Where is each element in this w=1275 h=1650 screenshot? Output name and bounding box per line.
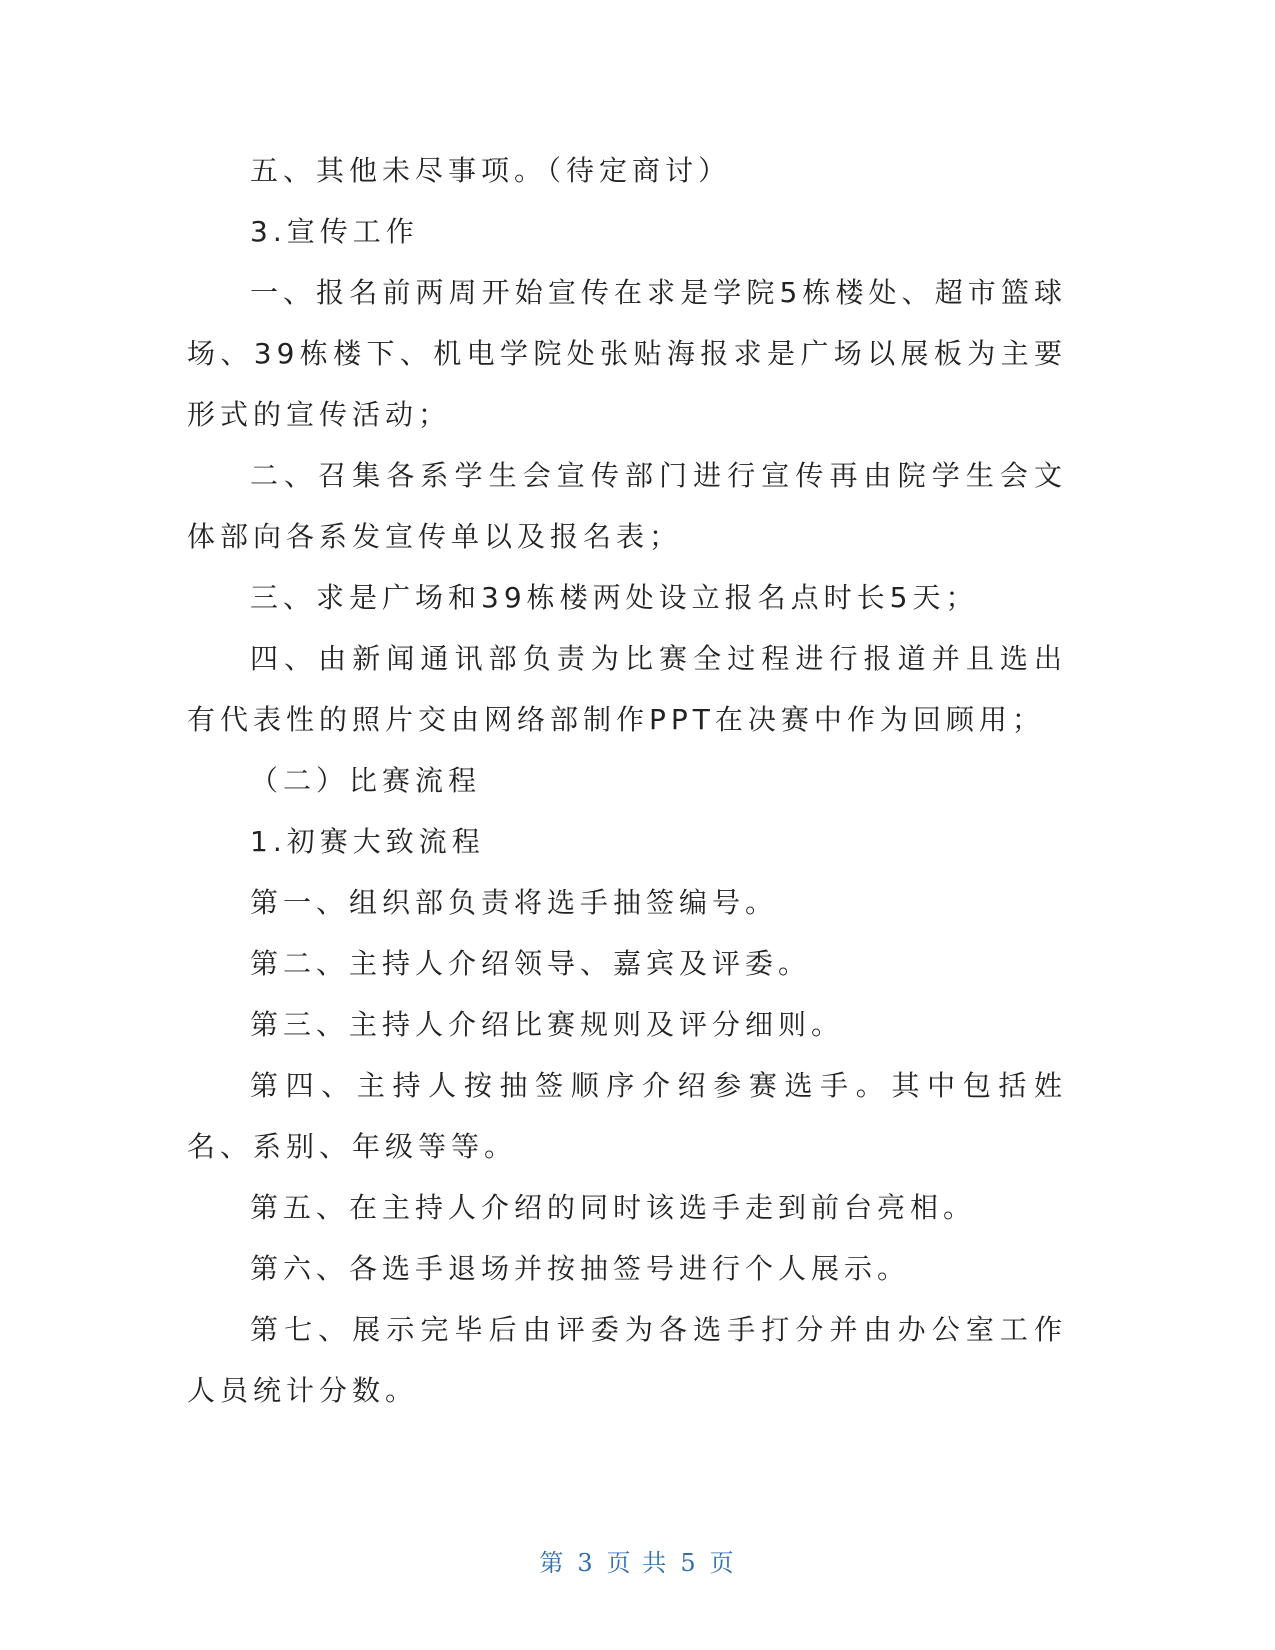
step-seventh: 第七、展示完毕后由评委为各选手打分并由办公室工作人员统计分数。 <box>187 1313 1067 1407</box>
document-body <box>187 140 1067 1421</box>
paragraph-publicity-1: 一、报名前两周开始宣传在求是学院5栋楼处、超市篮球场、39栋楼下、机电学院处张贴海报求是广场以展板为主要形式的宣传活动； <box>187 276 1067 431</box>
heading-preliminary-process: 1.初赛大致流程 <box>250 825 485 858</box>
paragraph-publicity-3: 三、求是广场和39栋楼两处设立报名点时长5天； <box>250 581 979 614</box>
footer-suffix: 页 <box>709 1549 736 1577</box>
footer-mid: 页 共 <box>606 1549 669 1577</box>
page-footer <box>0 1543 1275 1578</box>
footer-total-pages: 5 <box>680 1549 698 1577</box>
step-first: 第一、组织部负责将选手抽签编号。 <box>250 886 779 919</box>
paragraph-publicity-4: 四、由新闻通讯部负责为比赛全过程进行报道并且选出有代表性的照片交由网络部制作PPT在决赛中作为回顾用； <box>187 642 1067 736</box>
footer-prefix: 第 <box>539 1549 566 1577</box>
step-second: 第二、主持人介绍领导、嘉宾及评委。 <box>250 947 812 980</box>
step-third: 第三、主持人介绍比赛规则及评分细则。 <box>250 1008 845 1041</box>
paragraph-publicity-2: 二、召集各系学生会宣传部门进行宣传再由院学生会文体部向各系发宣传单以及报名表； <box>187 459 1067 553</box>
step-fourth: 第四、主持人按抽签顺序介绍参赛选手。其中包括姓名、系别、年级等等。 <box>187 1069 1067 1163</box>
heading-publicity-work: 3.宣传工作 <box>250 215 419 248</box>
footer-current-page: 3 <box>577 1549 595 1577</box>
paragraph-other-matters: 五、其他未尽事项。（待定商讨） <box>250 154 732 187</box>
step-fifth: 第五、在主持人介绍的同时该选手走到前台亮相。 <box>250 1191 977 1224</box>
heading-competition-process: （二）比赛流程 <box>250 764 482 797</box>
step-sixth: 第六、各选手退场并按抽签号进行个人展示。 <box>250 1252 911 1285</box>
